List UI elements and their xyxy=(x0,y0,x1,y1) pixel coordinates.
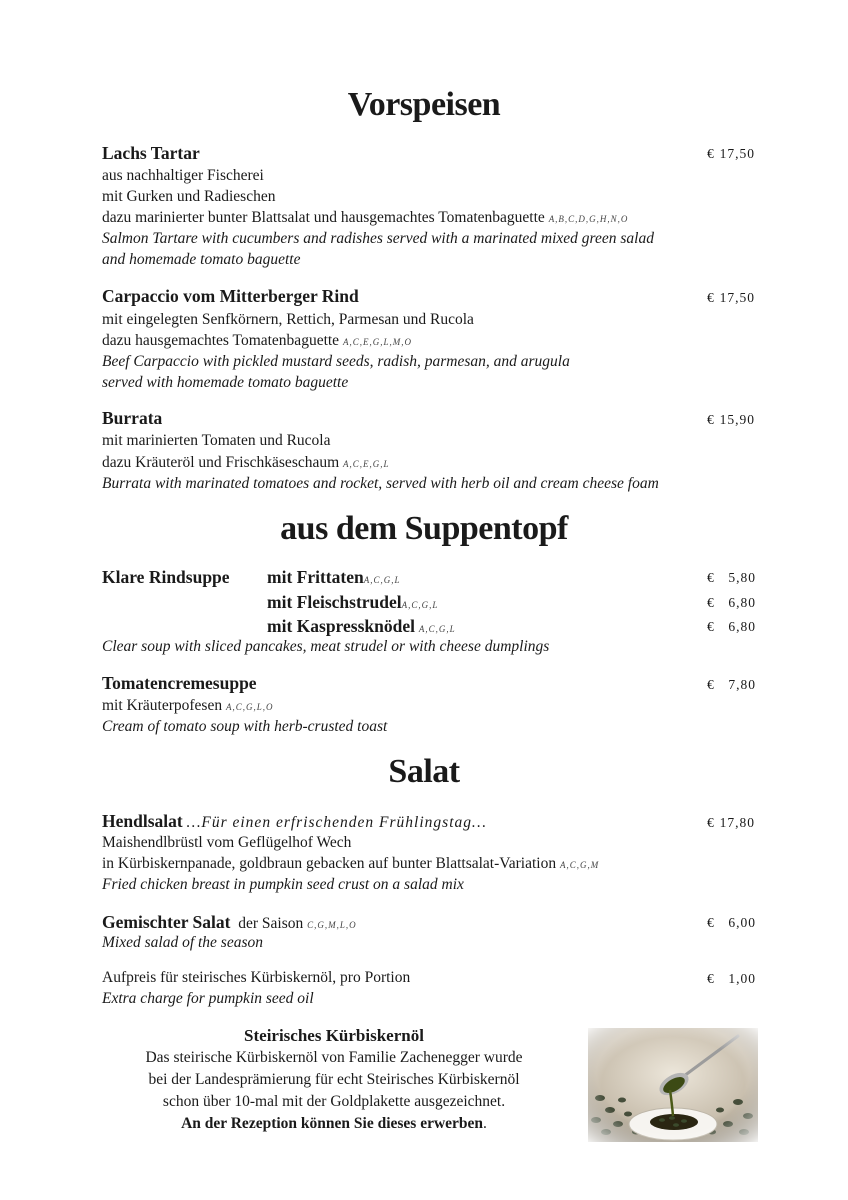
item-name: Carpaccio vom Mitterberger Rind xyxy=(102,286,359,306)
item-tagline: …Für einen erfrischenden Frühlingstag… xyxy=(186,814,487,831)
item-description xyxy=(102,696,273,717)
item-name: Burrata xyxy=(102,408,163,428)
pumpkin-oil-image xyxy=(588,1028,758,1142)
item-translation: Burrata with marinated tomatoes and rocket, served with herb oil and cream cheese foam xyxy=(102,475,659,492)
soup-option xyxy=(267,567,400,590)
item-translation: served with homemade tomato baguette xyxy=(102,374,349,391)
allergen-codes: A,C,E,G,L xyxy=(343,459,390,469)
pumpkin-oil-info xyxy=(100,1025,568,1135)
price-amount: 7,80 xyxy=(728,677,756,692)
allergen-codes: A,C,E,G,L,M,O xyxy=(342,337,412,347)
price-amount: 17,50 xyxy=(719,290,755,305)
section-title-suppentopf: aus dem Suppentopf xyxy=(280,510,568,547)
description-text: dazu marinierter bunter Blattsalat und hausgemachtes Tomatenbaguette xyxy=(102,209,545,226)
info-line: Das steirische Kürbiskernöl von Familie Zachenegger wurde xyxy=(145,1049,523,1066)
currency-symbol: € xyxy=(707,619,715,634)
item-name: Gemischter Salat xyxy=(102,912,231,932)
description-text: mit Kräuterpofesen xyxy=(102,697,223,714)
currency-symbol: € xyxy=(707,815,715,830)
item-description xyxy=(102,208,628,229)
info-emphasis: An der Rezeption können Sie dieses erwerben xyxy=(181,1115,484,1132)
info-title: Steirisches Kürbiskernöl xyxy=(244,1026,424,1045)
price-amount: 5,80 xyxy=(728,570,756,585)
item-translation: Extra charge for pumpkin seed oil xyxy=(102,990,314,1007)
item-translation: Mixed salad of the season xyxy=(102,934,264,951)
currency-symbol: € xyxy=(707,595,715,610)
item-description: aus nachhaltiger Fischerei xyxy=(102,167,264,184)
info-line: schon über 10-mal mit der Goldplakette ausgezeichnet. xyxy=(162,1093,506,1110)
info-line xyxy=(100,1113,568,1135)
soup-option xyxy=(267,592,438,615)
description-text: dazu hausgemachtes Tomatenbaguette xyxy=(102,332,340,349)
section-title-salat: Salat xyxy=(388,753,460,790)
price-amount: 1,00 xyxy=(728,971,756,986)
item-description: mit Gurken und Radieschen xyxy=(102,188,276,205)
item-translation: and homemade tomato baguette xyxy=(102,251,301,268)
item-description: Maishendlbrüstl vom Geflügelhof Wech xyxy=(102,834,352,851)
price-amount: 15,90 xyxy=(719,412,755,427)
info-line: bei der Landesprämierung für echt Steirisches Kürbiskernöl xyxy=(148,1071,520,1088)
option-name: mit Kaspressknödel xyxy=(267,616,415,636)
currency-symbol: € xyxy=(707,677,715,692)
price-amount: 6,80 xyxy=(728,595,756,610)
item-heading xyxy=(102,811,487,833)
item-heading xyxy=(102,912,357,935)
allergen-codes: A,C,G,M xyxy=(559,860,600,870)
soup-option xyxy=(267,616,456,639)
description-text: in Kürbiskernpanade, goldbraun gebacken auf bunter Blattsalat-Variation xyxy=(102,855,557,872)
item-translation: Fried chicken breast in pumpkin seed crust on a salad mix xyxy=(102,876,464,893)
currency-symbol: € xyxy=(707,570,715,585)
currency-symbol: € xyxy=(707,915,715,930)
item-suffix: der Saison xyxy=(238,915,304,932)
currency-symbol: € xyxy=(707,971,715,986)
allergen-codes: A,C,G,L,O xyxy=(225,702,274,712)
item-name: Klare Rindsuppe xyxy=(102,567,230,587)
price-amount: 17,80 xyxy=(719,815,755,830)
currency-symbol: € xyxy=(707,146,715,161)
pumpkin-oil-photo xyxy=(588,1028,758,1142)
allergen-codes: A,C,G,L xyxy=(401,600,439,610)
description-text: dazu Kräuteröl und Frischkäseschaum xyxy=(102,454,340,471)
price-amount: 6,80 xyxy=(728,619,756,634)
currency-symbol: € xyxy=(707,290,715,305)
allergen-codes: C,G,M,L,O xyxy=(307,920,357,930)
item-description: mit marinierten Tomaten und Rucola xyxy=(102,432,331,449)
item-description xyxy=(102,854,599,875)
item-translation: Clear soup with sliced pancakes, meat strudel or with cheese dumplings xyxy=(102,638,550,655)
price-amount: 17,50 xyxy=(719,146,755,161)
item-description: mit eingelegten Senfkörnern, Rettich, Parmesan und Rucola xyxy=(102,311,474,328)
item-name: Tomatencremesuppe xyxy=(102,673,257,693)
option-name: mit Fleischstrudel xyxy=(267,592,402,612)
allergen-codes: A,C,G,L xyxy=(363,575,401,585)
info-period: . xyxy=(483,1115,487,1132)
item-name: Hendlsalat xyxy=(102,811,183,831)
allergen-codes: A,B,C,D,G,H,N,O xyxy=(548,214,629,224)
currency-symbol: € xyxy=(707,412,715,427)
item-description xyxy=(102,331,412,352)
item-name: Lachs Tartar xyxy=(102,143,200,163)
item-description xyxy=(102,453,390,474)
item-translation: Cream of tomato soup with herb-crusted toast xyxy=(102,718,388,735)
price-amount: 6,00 xyxy=(728,915,756,930)
item-translation: Salmon Tartare with cucumbers and radishes served with a marinated mixed green salad xyxy=(102,230,654,247)
section-title-vorspeisen: Vorspeisen xyxy=(347,86,501,123)
item-description: Aufpreis für steirisches Kürbiskernöl, pro Portion xyxy=(102,969,411,986)
option-name: mit Frittaten xyxy=(267,567,364,587)
allergen-codes: A,C,G,L xyxy=(418,624,456,634)
item-translation: Beef Carpaccio with pickled mustard seeds, radish, parmesan, and arugula xyxy=(102,353,570,370)
